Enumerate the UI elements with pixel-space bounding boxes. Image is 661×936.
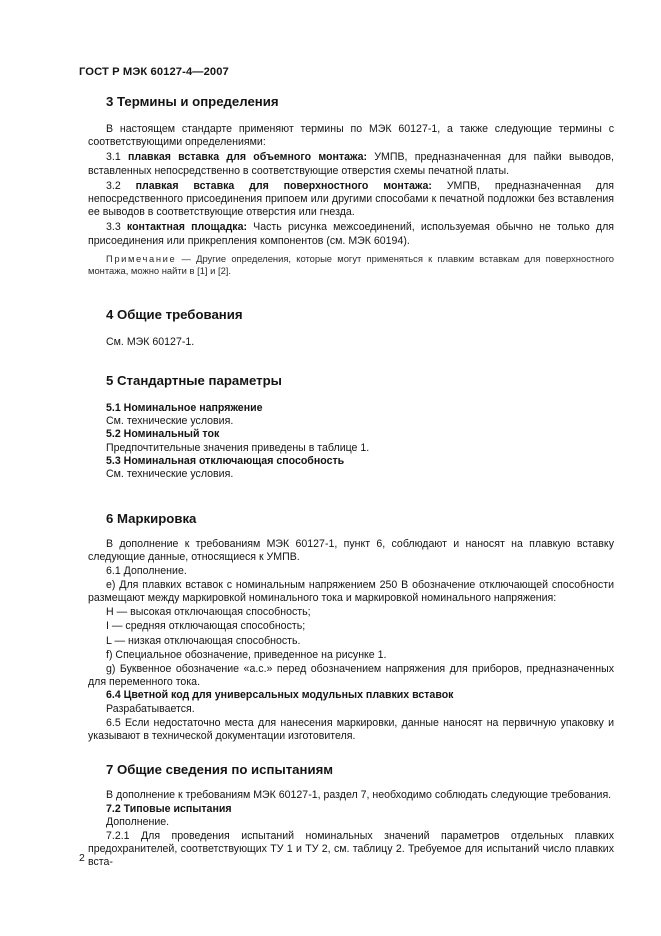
- subsection-5-3-text: См. технические условия.: [106, 468, 234, 481]
- item-f: f) Специальное обозначение, приведенное на рисунке 1.: [106, 648, 387, 661]
- item-g: g) Буквенное обозначение «а.с.» перед обозначением напряжения для приборов, предназначенных для переменного тока.: [88, 663, 614, 689]
- subsection-5-1-heading: 5.1 Номинальное напряжение: [106, 402, 263, 415]
- item-l: L — низкая отключающая способность.: [106, 634, 301, 647]
- subsection-7-2-text: Дополнение.: [106, 815, 170, 828]
- term-definition: УМПВ, предназначенная для пайки выводов, вставленных непосредственно в соответствующие отверстия схемы печатной платы.: [88, 151, 615, 177]
- item-h: Н — высокая отключающая способность;: [106, 606, 311, 619]
- note-label: Примечание: [106, 252, 177, 264]
- section-4-text: См. МЭК 60127-1.: [106, 335, 195, 348]
- term-number: 3.3: [106, 221, 127, 234]
- subsection-5-2-heading: 5.2 Номинальный ток: [106, 428, 220, 441]
- subsection-5-3-heading: 5.3 Номинальная отключающая способность: [106, 454, 345, 467]
- running-header: ГОСТ Р МЭК 60127-4—2007: [79, 66, 229, 78]
- subsection-7-2-heading: 7.2 Типовые испытания: [106, 802, 232, 815]
- note: [88, 253, 614, 277]
- term-number: 3.2: [106, 179, 136, 192]
- term-definition: Часть рисунка межсоединений, используемая обычно не только для присоединения или прикрепления компонентов (см. МЭК 60194).: [88, 221, 614, 247]
- page-number: 2: [79, 852, 85, 864]
- section-3-heading: 3 Термины и определения: [106, 94, 279, 109]
- section-3-intro: В настоящем стандарте применяют термины по МЭК 60127-1, а также следующие термины с соответствующими определениями:: [88, 123, 614, 149]
- page-body: [88, 94, 614, 870]
- item-i: I — средняя отключающая способность;: [106, 620, 306, 633]
- term-name: контактная площадка:: [126, 221, 248, 234]
- term-definition: УМПВ, предназначенная для непосредственного присоединения припоем или другими способами к печатной подложки без вставления ее выводов в соответствующие отверстия или гнезда.: [88, 179, 615, 219]
- term-3-3: [88, 221, 614, 247]
- subsection-5-2-text: Предпочтительные значения приведены в таблице 1.: [106, 441, 370, 454]
- item-6-1: 6.1 Дополнение.: [106, 564, 187, 577]
- section-7-heading: 7 Общие сведения по испытаниям: [106, 762, 334, 778]
- item-6-5: 6.5 Если недостаточно места для нанесения маркировки, данные наносят на первичную упаковку и указывают в технической документации изготовителя.: [88, 716, 614, 743]
- subsection-5-1-text: См. технические условия.: [106, 415, 234, 428]
- item-7-2-1: 7.2.1 Для проведения испытаний номинальных значений параметров отдельных плавких предохранителей, соответствующих ТУ 1 и ТУ 2, см. таблицу 2. Требуемое для испытаний число плавких вста-: [88, 829, 614, 869]
- section-6-intro: В дополнение к требованиям МЭК 60127-1, пункт 6, соблюдают и наносят на плавкую вставку следующие данные, относящиеся к УМПВ.: [88, 538, 614, 564]
- section-4-heading: 4 Общие требования: [106, 306, 243, 322]
- term-name: плавкая вставка для поверхностного монтажа:: [135, 179, 432, 192]
- section-6-heading: 6 Маркировка: [106, 511, 197, 527]
- term-name: плавкая вставка для объемного монтажа:: [128, 151, 368, 164]
- section-5-heading: 5 Стандартные параметры: [106, 373, 282, 389]
- subsection-6-4-text: Разрабатывается.: [106, 702, 195, 715]
- section-7-intro: В дополнение к требованиям МЭК 60127-1, раздел 7, необходимо соблюдать следующие требования.: [106, 789, 612, 802]
- item-e: е) Для плавких вставок с номинальным напряжением 250 В обозначение отключающей способности размещают между маркировкой номинального тока и маркировкой номинального напряжения:: [88, 578, 614, 605]
- note-text: — Другие определения, которые могут применяться к плавким вставкам для поверхностного монтажа, можно найти в [1] и [2].: [88, 252, 614, 276]
- term-number: 3.1: [106, 151, 128, 164]
- subsection-6-4-heading: 6.4 Цветной код для универсальных модульных плавких вставок: [106, 689, 454, 702]
- term-3-2: [88, 180, 614, 220]
- term-3-1: [88, 151, 614, 177]
